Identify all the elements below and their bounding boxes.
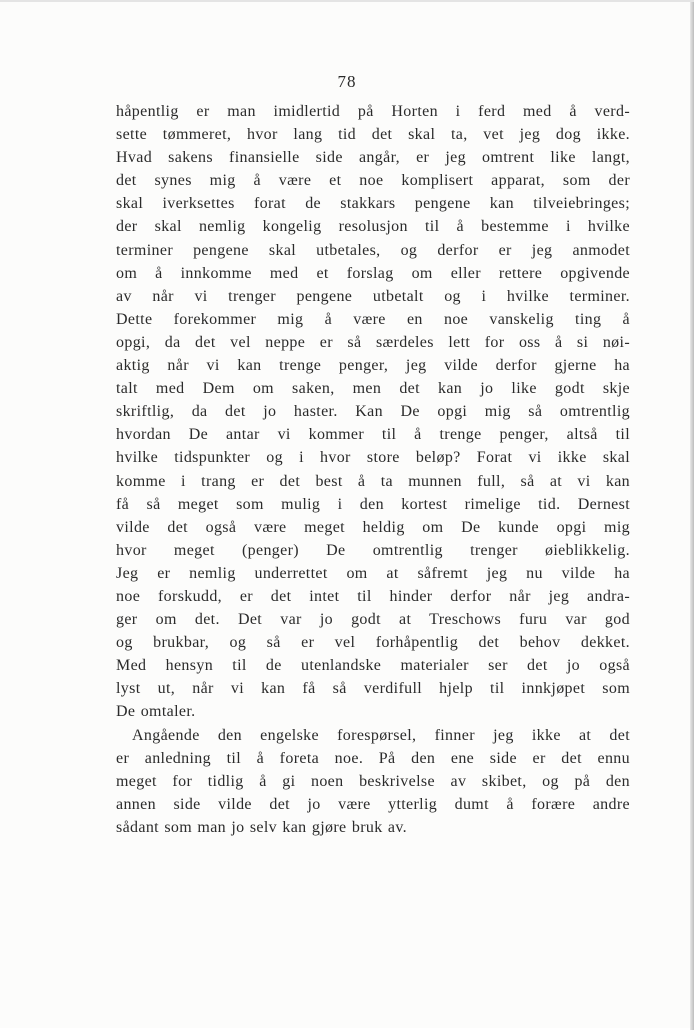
text-line: opgi, da det vel neppe er så særdeles lett for oss å si nøi-: [116, 333, 630, 351]
text-line: hvor meget (penger) De omtrentlig trenger øieblikkelig.: [116, 541, 630, 559]
text-line: hvilke tidspunkter og i hvor store beløp? Forat vi ikke skal: [116, 449, 630, 467]
paragraph: [116, 100, 630, 724]
text-line: sådant som man jo selv kan gjøre bruk av.: [116, 818, 408, 836]
text-line: terminer pengene skal utbetales, og derfor er jeg anmodet: [116, 241, 630, 259]
text-line: og brukbar, og så er vel forhåpentlig det behov dekket.: [116, 634, 630, 652]
text-line: komme i trang er det best å ta munnen full, så at vi kan: [116, 472, 630, 490]
text-line: skal iverksettes forat de stakkars pengene kan tilveiebringes;: [116, 195, 630, 213]
text-line: skriftlig, da det jo haster. Kan De opgi mig så omtrentlig: [116, 403, 630, 421]
text-line: der skal nemlig kongelig resolusjon til å bestemme i hvilke: [116, 218, 630, 236]
text-line: Angående den engelske forespørsel, finner jeg ikke at det: [132, 726, 630, 744]
text-line: talt med Dem om saken, men det kan jo like godt skje: [116, 380, 630, 398]
paragraph: [116, 724, 630, 839]
text-line: meget for tidlig å gi noen beskrivelse av skibet, og på den: [116, 772, 630, 790]
text-line: Jeg er nemlig underrettet om at såfremt jeg nu vilde ha: [116, 564, 630, 582]
text-line: hvordan De antar vi kommer til å trenge penger, altså til: [116, 426, 630, 444]
text-line: av når vi trenger pengene utbetalt og i hvilke terminer.: [116, 287, 630, 305]
text-line: Med hensyn til de utenlandske materialer ser det jo også: [116, 657, 630, 675]
text-line: om å innkomme med et forslag om eller rettere opgivende: [116, 264, 630, 282]
text-line: er anledning til å foreta noe. På den ene side er det ennu: [116, 749, 630, 767]
text-line: få så meget som mulig i den kortest rimelige tid. Dernest: [116, 495, 630, 513]
text-line: håpentlig er man imidlertid på Horten i ferd med å verd-: [116, 103, 630, 120]
text-line: annen side vilde det jo være ytterlig dumt å forære andre: [116, 795, 630, 813]
text-line: lyst ut, når vi kan få så verdifull hjelp til innkjøpet som: [116, 680, 630, 698]
text-line: vilde det også være meget heldig om De kunde opgi mig: [116, 518, 630, 536]
text-line: sette tømmeret, hvor lang tid det skal ta, vet jeg dog ikke.: [116, 126, 630, 144]
text-line: Dette forekommer mig å være en noe vanskelig ting å: [116, 310, 630, 328]
text-line: aktig når vi kan trenge penger, jeg vilde derfor gjerne ha: [116, 357, 630, 375]
body-text: [116, 100, 630, 839]
text-line: ger om det. Det var jo godt at Treschows furu var god: [116, 611, 630, 629]
text-line: Hvad sakens finansielle side angår, er jeg omtrent like langt,: [116, 149, 630, 167]
text-line: De omtaler.: [116, 703, 196, 721]
page-number: 78: [337, 72, 357, 91]
text-line: det synes mig å være et noe komplisert apparat, som der: [116, 172, 630, 190]
text-line: noe forskudd, er det intet til hinder derfor når jeg andra-: [116, 587, 630, 605]
page-edge-shadow: [690, 2, 694, 1030]
